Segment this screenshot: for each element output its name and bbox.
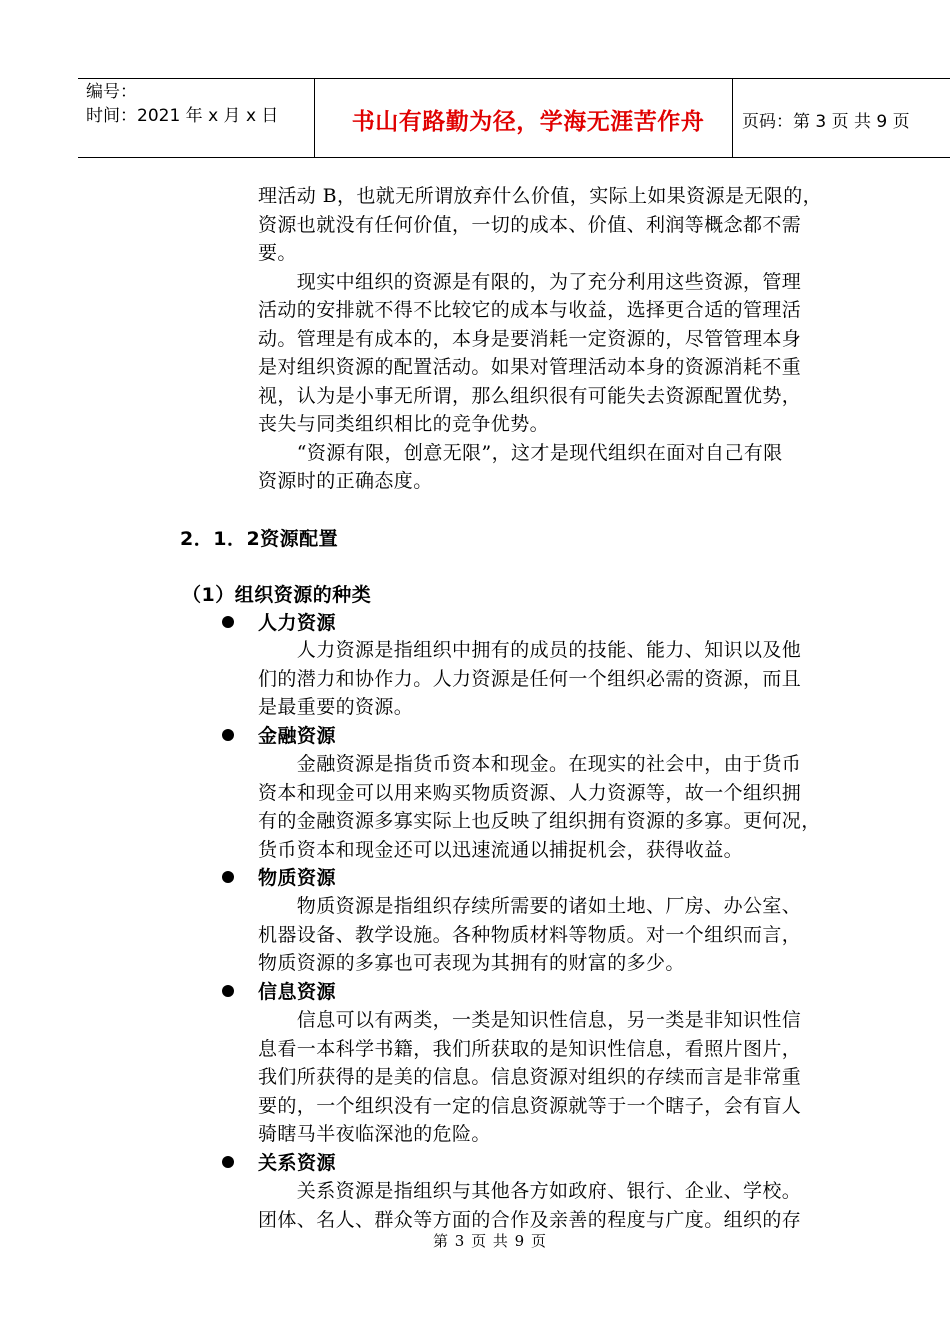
text-line: 信息可以有两类，一类是知识性信息，另一类是非知识性信 — [258, 1009, 802, 1031]
document-number-label: 编号： — [86, 82, 137, 102]
bullet-icon — [222, 729, 234, 741]
header-motto: 书山有路勤为径，学海无涯苦作舟 — [351, 109, 705, 135]
resource-title: 关系资源 — [258, 1152, 337, 1174]
resource-title: 信息资源 — [258, 981, 337, 1003]
bullet-icon — [222, 1156, 234, 1168]
header-page-info: 页码：第 3 页 共 9 页 — [742, 112, 910, 132]
bullet-icon — [222, 616, 234, 628]
text-line: 要的，一个组织没有一定的信息资源就等于一个瞎子，会有盲人 — [258, 1094, 802, 1117]
section-heading: 2．1．2资源配置 — [180, 528, 339, 550]
text-line: 骑瞎马半夜临深池的危险。 — [258, 1123, 491, 1145]
resource-title: 物质资源 — [258, 867, 337, 889]
text-line: 理活动 B，也就无所谓放弃什么价值，实际上如果资源是无限的， — [258, 185, 823, 207]
text-line: 货币资本和现金还可以迅速流通以捕捉机会，获得收益。 — [258, 838, 744, 861]
resource-title: 金融资源 — [258, 725, 337, 747]
subsection-heading: （1）组织资源的种类 — [182, 584, 372, 606]
text-line: 我们所获得的是美的信息。信息资源对组织的存续而言是非常重 — [258, 1066, 802, 1088]
resource-description — [258, 1006, 878, 1149]
resource-description — [258, 1177, 878, 1234]
page-footer: 第 3 页 共 9 页 — [433, 1232, 547, 1250]
text-line: 现实中组织的资源是有限的，为了充分利用这些资源，管理 — [258, 270, 802, 293]
text-line: 活动的安排就不得不比较它的成本与收益，选择更合适的管理活 — [258, 299, 802, 321]
text-line: 是最重要的资源。 — [258, 696, 414, 718]
text-line: 团体、名人、群众等方面的合作及亲善的程度与广度。组织的存 — [258, 1208, 802, 1231]
text-line: 资源也就没有任何价值，一切的成本、价值、利润等概念都不需 — [258, 213, 802, 236]
page-header — [78, 78, 950, 158]
resource-description — [258, 750, 878, 864]
resource-title: 人力资源 — [258, 612, 337, 634]
text-line: 物质资源的多寡也可表现为其拥有的财富的多少。 — [258, 952, 685, 974]
header-divider — [732, 79, 733, 157]
text-line: 要。 — [258, 242, 297, 264]
text-line: 机器设备、教学设施。各种物质材料等物质。对一个组织而言， — [258, 923, 802, 946]
text-line: 人力资源是指组织中拥有的成员的技能、能力、知识以及他 — [258, 639, 802, 661]
intro-paragraph — [258, 182, 878, 496]
header-divider — [314, 79, 315, 157]
text-line: 物质资源是指组织存续所需要的诸如土地、厂房、办公室、 — [258, 895, 802, 917]
text-line: 金融资源是指货币资本和现金。在现实的社会中，由于货币 — [258, 753, 802, 775]
text-line: 丧失与同类组织相比的竞争优势。 — [258, 413, 550, 435]
text-line: 关系资源是指组织与其他各方如政府、银行、企业、学校。 — [258, 1180, 802, 1202]
text-line: 资本和现金可以用来购买物质资源、人力资源等，故一个组织拥 — [258, 781, 802, 804]
text-line: 们的潜力和协作力。人力资源是任何一个组织必需的资源，而且 — [258, 667, 802, 690]
text-line: 动。管理是有成本的，本身是要消耗一定资源的，尽管管理本身 — [258, 327, 802, 350]
resource-description — [258, 892, 878, 978]
text-line: “资源有限，创意无限”，这才是现代组织在面对自己有限 — [258, 441, 783, 464]
header-meta — [86, 79, 314, 157]
bullet-icon — [222, 871, 234, 883]
document-time-label: 时间：2021 年 x 月 x 日 — [86, 106, 279, 126]
text-line: 资源时的正确态度。 — [258, 470, 433, 492]
resource-description — [258, 636, 878, 722]
text-line: 有的金融资源多寡实际上也反映了组织拥有资源的多寡。更何况， — [258, 810, 821, 832]
text-line: 是对组织资源的配置活动。如果对管理活动本身的资源消耗不重 — [258, 356, 802, 378]
text-line: 息看一本科学书籍，我们所获取的是知识性信息，看照片图片， — [258, 1037, 802, 1060]
bullet-icon — [222, 985, 234, 997]
text-line: 视，认为是小事无所谓，那么组织很有可能失去资源配置优势， — [258, 384, 802, 407]
